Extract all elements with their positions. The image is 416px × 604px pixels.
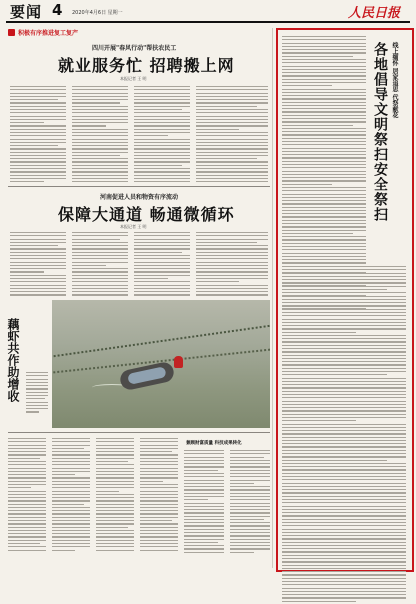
masthead-rule (6, 21, 410, 23)
story1-column-1 (10, 86, 66, 184)
story2-column-4 (196, 232, 268, 298)
story2-byline: 本报记者 王 明 (120, 224, 147, 229)
page-number: 4 (52, 1, 63, 19)
story2-column-3 (134, 232, 190, 298)
section-tag-label: 积极有序推进复工复产 (18, 30, 79, 37)
photo-caption-text (26, 372, 48, 415)
newspaper-logo: 人民日报 (347, 6, 400, 21)
masthead (0, 0, 416, 27)
bottom-column-3 (96, 438, 134, 553)
story2-column-2 (72, 232, 128, 298)
story1-column-4 (196, 86, 268, 184)
issue-date: 2020年4月6日 星期一 (72, 10, 123, 16)
story2-headline: 保障大通道 畅通微循环 (58, 205, 235, 224)
column-divider (272, 28, 273, 568)
story1-byline: 本报记者 王 明 (120, 76, 147, 81)
story-divider (8, 186, 270, 187)
story1-headline: 就业服务忙 招聘搬上网 (58, 56, 235, 75)
bottom-divider (8, 432, 270, 433)
side-story-kicker: 线上缅怀 居家追思 代祭献花 (391, 42, 398, 119)
story1-column-2 (72, 86, 128, 184)
bottom-column-5 (184, 450, 224, 555)
story1-column-3 (134, 86, 190, 184)
story1-kicker: 四川开展"春风行动"帮扶农民工 (92, 45, 177, 52)
side-story-column-bottom (282, 266, 406, 604)
farmer-figure (174, 356, 183, 368)
photo-caption: 藕虾共作助增收 (6, 318, 20, 402)
bottom-headline: 兼顾财富质量 科技成果转化 (186, 441, 242, 446)
bottom-column-6 (230, 450, 270, 555)
section-title: 要闻 (10, 3, 43, 21)
bottom-column-2 (52, 438, 90, 553)
side-story-headline: 各地倡导文明祭扫安全祭扫 (372, 42, 388, 222)
bottom-column-4 (140, 438, 178, 553)
story2-kicker: 河南促进人员和物资有序流动 (100, 194, 179, 201)
bottom-column-1 (8, 438, 46, 553)
section-tag (8, 28, 148, 38)
story2-column-1 (10, 232, 66, 298)
tag-marker-icon (8, 29, 15, 36)
news-photo (52, 300, 270, 428)
